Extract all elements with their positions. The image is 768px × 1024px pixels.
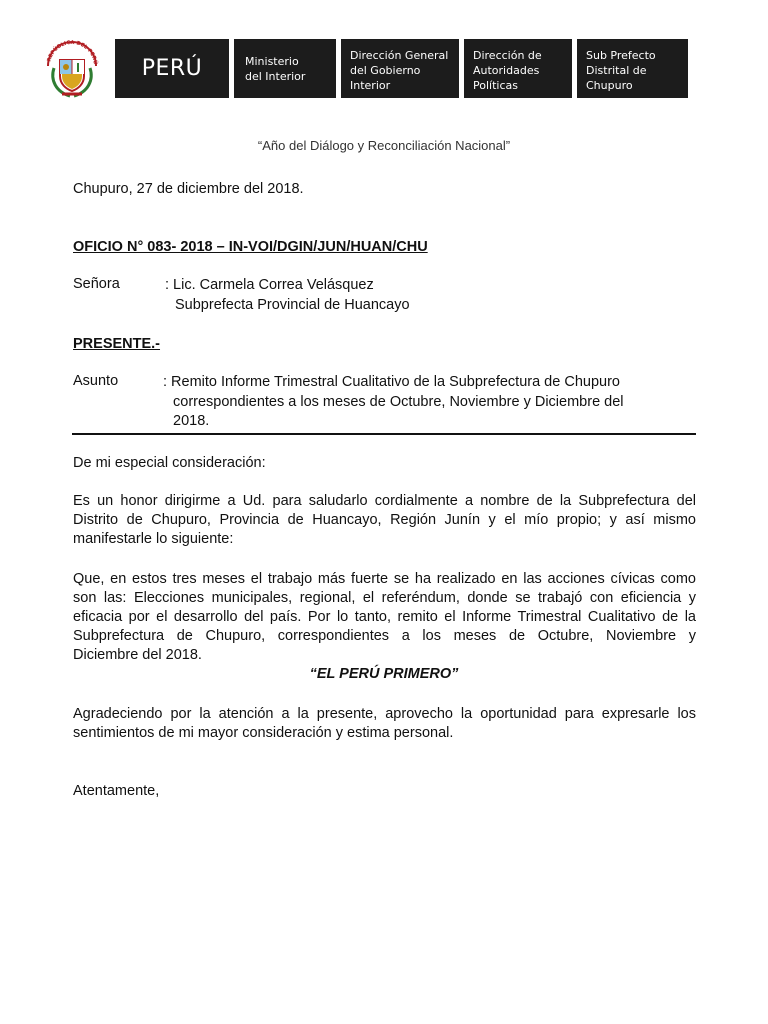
subprefecto-box	[577, 39, 688, 98]
date-line: Chupuro, 27 de diciembre del 2018.	[73, 181, 304, 197]
paragraph-1	[73, 492, 696, 549]
dgin-line-1: Dirección General	[350, 49, 449, 62]
dgin-line-2: del Gobierno	[350, 64, 421, 77]
paragraph-2	[73, 570, 696, 665]
paragraph-2-line: son las: Elecciones municipales, regional, el referéndum, donde se trabajó con eficiencia y	[73, 590, 696, 606]
asunto-line-3: 2018.	[173, 413, 210, 429]
paragraph-1-line: manifestarle lo siguiente:	[73, 531, 234, 547]
slogan: “EL PERÚ PRIMERO”	[309, 666, 459, 682]
dgin-line-3: Interior	[350, 79, 391, 92]
recipient-name: : Lic. Carmela Correa Velásquez	[165, 277, 374, 293]
subprefecto-line-3: Chupuro	[586, 79, 633, 92]
asunto-label: Asunto	[73, 373, 119, 389]
paragraph-3	[73, 705, 696, 743]
asunto-line-2: correspondientes a los meses de Octubre, Noviembre y Diciembre del	[173, 394, 624, 410]
subprefecto-line-2: Distrital de	[586, 64, 647, 77]
asunto-line-1: : Remito Informe Trimestral Cualitativo de la Subprefectura de Chupuro	[163, 374, 620, 390]
peru-label: PERÚ	[141, 56, 203, 81]
ministerio-box	[234, 39, 336, 98]
dap-line-1: Dirección de	[473, 49, 542, 62]
dap-line-2: Autoridades	[473, 64, 540, 77]
presente-heading: PRESENTE.-	[73, 336, 161, 352]
dap-line-3: Políticas	[473, 79, 518, 92]
separator-rule	[72, 433, 696, 435]
closing: Atentamente,	[73, 783, 160, 799]
ministerio-line-1: Ministerio	[245, 55, 299, 68]
year-motto: “Año del Diálogo y Reconciliación Nacional”	[257, 138, 511, 153]
paragraph-1-line: Es un honor dirigirme a Ud. para saludarlo cordialmente a nombre de la Subprefectura del	[73, 493, 696, 509]
paragraph-3-line: Agradeciendo por la atención a la presente, aprovecho la oportunidad para expresarle los	[73, 706, 696, 722]
national-coat-of-arms-icon	[38, 36, 106, 100]
subprefecto-line-1: Sub Prefecto	[586, 49, 656, 62]
paragraph-2-line: Que, en estos tres meses el trabajo más fuerte se ha realizado en las acciones cívicas como	[73, 571, 696, 587]
paragraph-2-line: Diciembre del 2018.	[73, 647, 202, 663]
paragraph-2-line: eficacia por el desarrollo del país. Por lo tanto, remito el Informe Trimestral Cualitativo de la	[73, 609, 696, 625]
greeting: De mi especial consideración:	[73, 455, 266, 471]
dap-box	[464, 39, 572, 98]
paragraph-2-line: Subprefectura de Chupuro, correspondientes a los meses de Octubre, Noviembre y	[73, 628, 696, 644]
peru-brand-box	[115, 39, 229, 98]
recipient-title: Subprefecta Provincial de Huancayo	[175, 297, 410, 313]
recipient-label: Señora	[73, 276, 120, 292]
oficio-number: OFICIO N° 083- 2018 – IN-VOI/DGIN/JUN/HUAN/CHU	[73, 239, 428, 255]
dgin-box	[341, 39, 459, 98]
paragraph-1-line: Distrito de Chupuro, Provincia de Huancayo, Región Junín y el mío propio; y así mismo	[73, 512, 696, 528]
paragraph-3-line: sentimientos de mi mayor consideración y estima personal.	[73, 725, 454, 741]
ministerio-line-2: del Interior	[245, 70, 306, 83]
svg-text:REPÚBLICA DEL PERÚ: REPÚBLICA DEL PERÚ	[46, 39, 99, 65]
